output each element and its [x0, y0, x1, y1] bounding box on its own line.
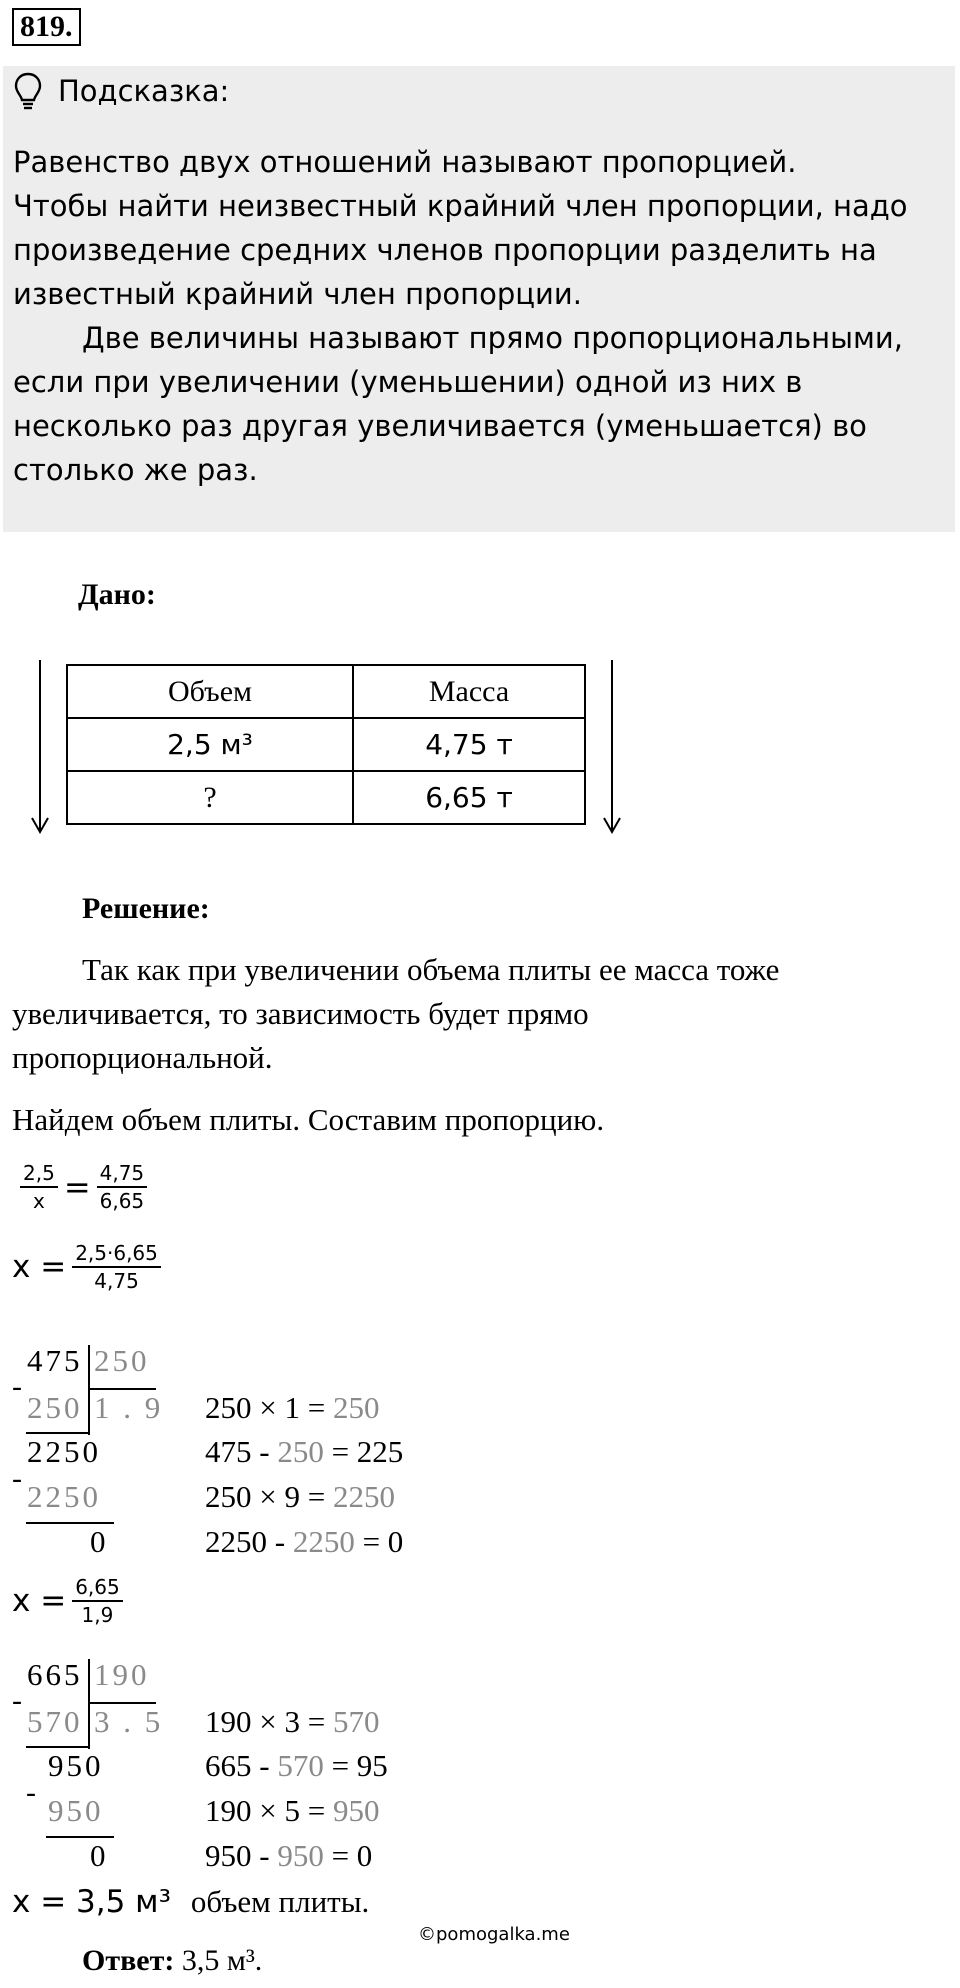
table-header-volume: Объем	[67, 665, 353, 718]
result-value: x = 3,5 м³	[12, 1884, 171, 1920]
fraction-numerator: 2,5	[20, 1160, 58, 1188]
minus-sign: -	[12, 1684, 22, 1717]
hint-line: известный крайний член пропорции.	[13, 277, 582, 311]
lightbulb-icon	[13, 72, 43, 112]
fraction	[20, 1160, 58, 1214]
table-header-mass: Масса	[353, 665, 585, 718]
division-bar	[88, 1345, 90, 1435]
table-cell: 6,65 т	[353, 771, 585, 824]
minus-sign: -	[12, 1370, 22, 1403]
calc-line: 190 × 3 = 570	[205, 1704, 380, 1739]
fraction-numerator: 2,5·6,65	[72, 1240, 161, 1268]
table-row	[67, 771, 585, 824]
hint-line: Равенство двух отношений называют пропорцией.	[13, 145, 797, 179]
division-bar	[88, 1659, 90, 1749]
divisor: 190	[94, 1657, 150, 1692]
table-cell: 4,75 т	[353, 718, 585, 771]
subtrahend: 950	[48, 1793, 104, 1828]
answer-label: Ответ:	[82, 1944, 175, 1977]
remainder: 0	[90, 1838, 109, 1873]
down-arrow-icon	[600, 660, 624, 836]
fraction-numerator: 6,65	[72, 1574, 123, 1602]
subtrahend: 570	[27, 1704, 83, 1739]
subtrahend: 250	[27, 1390, 83, 1425]
hint-line: если при увеличении (уменьшении) одной из них в	[13, 365, 803, 399]
answer-line	[82, 1944, 262, 1978]
result-text: объем плиты.	[190, 1884, 370, 1919]
given-heading: Дано:	[78, 578, 156, 611]
x-formula	[12, 1240, 161, 1294]
fraction	[97, 1160, 148, 1214]
proportion	[20, 1160, 147, 1214]
hint-line: Две величины называют прямо пропорциональными,	[82, 321, 903, 355]
given-table	[66, 664, 586, 825]
calc-line: 250 × 1 = 250	[205, 1390, 380, 1425]
result-line	[12, 1884, 369, 1920]
minus-sign: -	[12, 1462, 22, 1495]
calc-line: 950 - 950 = 0	[205, 1838, 373, 1873]
equals-sign: =	[63, 1168, 91, 1206]
solution-text: Найдем объем плиты. Составим пропорцию.	[12, 1102, 605, 1137]
calc-line: 2250 - 2250 = 0	[205, 1524, 404, 1559]
solution-text: увеличивается, то зависимость будет прямо	[12, 996, 589, 1031]
dividend: 475	[27, 1343, 83, 1378]
fraction-denominator: 4,75	[94, 1269, 139, 1293]
table-cell: ?	[67, 771, 353, 824]
hint-line: несколько раз другая увеличивается (уменьшается) во	[13, 409, 867, 443]
quotient: 1 . 9	[94, 1390, 164, 1425]
watermark: ©pomogalka.me	[418, 1924, 570, 1945]
table-cell: 2,5 м³	[67, 718, 353, 771]
quotient: 3 . 5	[94, 1704, 164, 1739]
calc-line: 665 - 570 = 95	[205, 1748, 388, 1783]
subtrahend: 2250	[27, 1479, 101, 1514]
calc-line: 250 × 9 = 2250	[205, 1479, 395, 1514]
formula-lhs: x =	[12, 1583, 67, 1619]
fraction	[72, 1574, 123, 1628]
fraction-denominator: x	[32, 1189, 45, 1213]
remainder: 950	[48, 1748, 104, 1783]
dividend: 665	[27, 1657, 83, 1692]
calc-line: 190 × 5 = 950	[205, 1793, 380, 1828]
task-number: 819.	[12, 8, 81, 46]
fraction	[72, 1240, 161, 1294]
fraction-denominator: 6,65	[99, 1189, 145, 1213]
down-arrow-icon	[28, 660, 52, 836]
hint-line: Чтобы найти неизвестный крайний член пропорции, надо	[13, 189, 908, 223]
table-row	[67, 718, 585, 771]
fraction-numerator: 4,75	[97, 1160, 148, 1188]
x-formula-2	[12, 1574, 123, 1628]
solution-text: Так как при увеличении объема плиты ее масса тоже	[82, 952, 780, 987]
calc-line: 475 - 250 = 225	[205, 1434, 404, 1469]
formula-lhs: x =	[12, 1249, 67, 1285]
answer-value: 3,5 м³.	[181, 1944, 263, 1977]
hint-title: Подсказка:	[58, 74, 230, 108]
hint-line: произведение средних членов пропорции разделить на	[13, 233, 877, 267]
hint-line: столько же раз.	[13, 453, 258, 487]
divisor: 250	[94, 1343, 150, 1378]
minus-sign: -	[26, 1776, 36, 1809]
remainder: 0	[90, 1524, 109, 1559]
table-row	[67, 665, 585, 718]
fraction-denominator: 1,9	[81, 1603, 114, 1627]
remainder: 2250	[27, 1434, 101, 1469]
solution-heading: Решение:	[82, 892, 210, 925]
solution-text: пропорциональной.	[12, 1040, 273, 1075]
